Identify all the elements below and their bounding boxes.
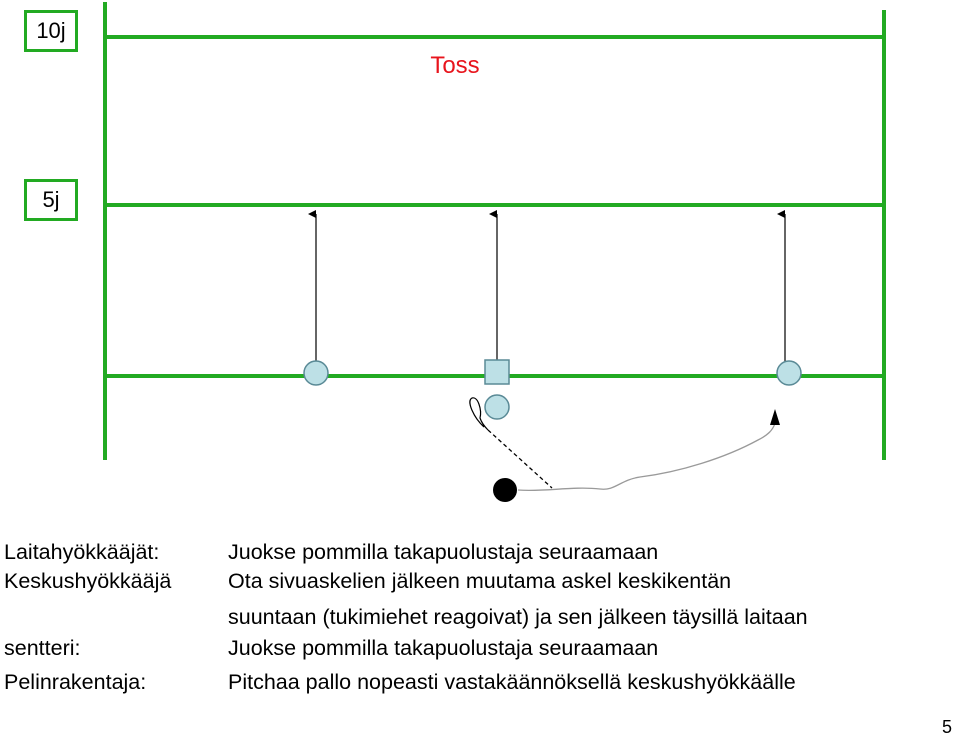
- legend-role: Keskushyökkääjä: [4, 569, 172, 593]
- center-player: [485, 360, 509, 384]
- right-wide-receiver: [777, 361, 801, 385]
- five-yard-marker: 5j: [24, 179, 78, 221]
- running-back-path: [518, 423, 775, 490]
- running-back: [493, 478, 517, 502]
- legend-text: Juokse pommilla takapuolustaja seuraamaan: [228, 540, 659, 564]
- ten-yard-marker: 10j: [24, 10, 78, 52]
- left-wide-receiver: [304, 361, 328, 385]
- play-title: Toss: [430, 52, 480, 79]
- running-back-arrowhead: [770, 409, 780, 425]
- legend-role: Laitahyökkääjät:: [4, 540, 160, 564]
- page-number: 5: [941, 717, 952, 737]
- quarterback: [485, 395, 509, 419]
- pitch-path: [488, 430, 552, 488]
- legend-text: Pitchaa pallo nopeasti vastakäännöksellä keskushyökkäälle: [228, 670, 796, 694]
- legend-text: Juokse pommilla takapuolustaja seuraamaan: [228, 636, 659, 660]
- legend-role: sentteri:: [4, 636, 81, 660]
- legend-text: suuntaan (tukimiehet reagoivat) ja sen jälkeen täysillä laitaan: [228, 605, 808, 629]
- legend-text: Ota sivuaskelien jälkeen muutama askel keskikentän: [228, 569, 732, 593]
- legend-role: Pelinrakentaja:: [4, 670, 147, 694]
